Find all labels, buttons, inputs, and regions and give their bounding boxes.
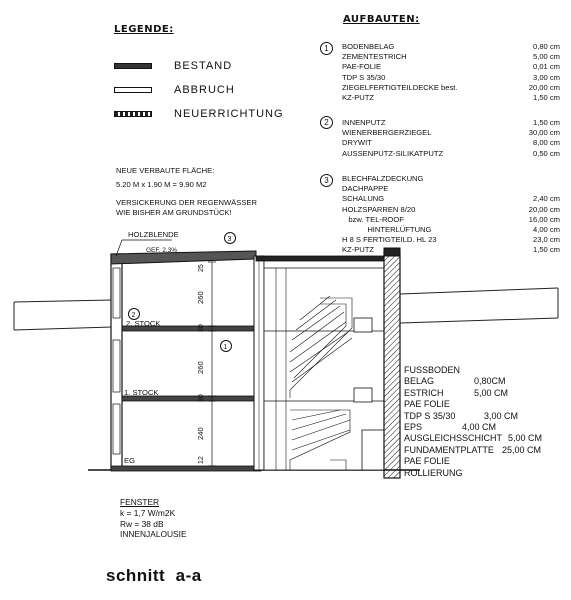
marker-circle-1-num: 1 <box>223 344 228 351</box>
fenster-rw-value: Rw = 38 dB <box>120 518 164 529</box>
layer-row: TDP S 35/30 3,00 cm <box>342 72 560 82</box>
area-note-formula: 5.20 M x 1.90 M = 9.90 M2 <box>116 180 207 189</box>
floor-label-2-stock: 2. STOCK <box>126 319 161 328</box>
fenster-k-value: k = 1,7 W/m2K <box>120 507 176 518</box>
legend-label: NEUERRICHTUNG <box>174 108 284 120</box>
layer-row: DACHPAPPE <box>342 184 389 194</box>
fussboden-row: TDP S 35/30 3,00 CM <box>404 410 519 421</box>
layer-row: bzw. TEL-ROOF 16,00 cm <box>342 214 560 224</box>
dim-slab1: 30 <box>198 394 205 402</box>
fussboden-row: AUSGLEICHSSCHICHT 5,00 CM <box>404 433 543 444</box>
rain-note-line2: WIE BISHER AM GRUNDSTÜCK! <box>116 208 232 217</box>
legend-label: BESTAND <box>174 60 233 72</box>
rain-note-line1: VERSICKERUNG DER REGENWÄSSER <box>116 198 257 207</box>
legend-label: ABBRUCH <box>174 84 235 96</box>
fussboden-row: ESTRICH 5,00 CM <box>404 387 509 398</box>
layer-row: SCHALUNG 2,40 cm <box>342 194 560 204</box>
top-slab-right <box>256 256 384 261</box>
fussboden-block <box>404 365 542 479</box>
dim-h2: 260 <box>196 291 205 304</box>
marker-circle-3-num: 3 <box>227 236 232 243</box>
layer-row: AUSSENPUTZ-SILIKATPUTZ 0,50 cm <box>342 148 560 158</box>
dim-top: 25 <box>198 264 205 272</box>
stair-landing-ground <box>362 430 384 470</box>
floor-label-eg: EG <box>124 456 135 465</box>
fenster-block <box>120 497 187 540</box>
layer-row: KZ-PUTZ 1,50 cm <box>342 93 560 103</box>
left-window-upper <box>113 268 120 318</box>
stair-landing-lower <box>354 388 372 402</box>
holzblende-label: HOLZBLENDE <box>128 230 179 239</box>
aufbau-number-1: 1 <box>320 42 333 55</box>
layer-row: HINTERLÜFTUNG 4,00 cm <box>342 225 560 235</box>
fussboden-row: PAE FOLIE <box>404 399 450 410</box>
dim-base: 12 <box>198 456 205 464</box>
dim-h0: 240 <box>196 427 205 440</box>
layer-row: WIENERBERGERZIEGEL 30,00 cm <box>342 128 560 138</box>
layer-row: BODENBELAG 0,80 cm <box>342 42 560 51</box>
fussboden-row: PAE FOLIE <box>404 456 450 467</box>
dim-slab2: 30 <box>198 324 205 332</box>
aufbau-number-2: 2 <box>320 116 333 129</box>
aufbau-number-3: 3 <box>320 174 333 187</box>
area-note-title: NEUE VERBAUTE FLÄCHE: <box>116 166 215 175</box>
aufbauten-title: AUFBAUTEN: <box>343 14 420 25</box>
fussboden-title: FUSSBODEN <box>404 365 461 375</box>
floor-label-1-stock: 1. STOCK <box>124 388 159 397</box>
drawing-caption: schnitt a-a <box>106 566 202 585</box>
fussboden-row: EPS 4,00 CM <box>404 422 497 433</box>
roof-slope-label: GEF. 2,3% <box>146 247 178 254</box>
roof-slab <box>111 251 256 264</box>
layer-row: PAE-FOLIE 0,01 cm <box>342 62 560 72</box>
slab-eg <box>111 466 261 471</box>
left-window-ground <box>113 404 120 454</box>
fenster-jalousie: INNENJALOUSIE <box>120 529 187 540</box>
fussboden-row: FUNDAMENTPLATTE 25,00 CM <box>404 444 542 455</box>
layer-row: BLECHFALZDECKUNG <box>342 174 424 183</box>
layer-row: DRYWIT 8,00 cm <box>342 138 560 148</box>
right-wall <box>384 252 400 478</box>
layer-row: ZEMENTESTRICH 5,00 cm <box>342 52 560 62</box>
legend-title: LEGENDE: <box>114 24 174 35</box>
layer-row: H 8 S FERTIGTEILD. HL 23 23,0 cm <box>342 235 560 245</box>
fenster-title: FENSTER <box>120 497 160 507</box>
layer-row: INNENPUTZ 1,50 cm <box>342 118 560 127</box>
layer-row: ZIEGELFERTIGTEILDECKE best. 20,00 cm <box>342 82 560 92</box>
dim-h1: 260 <box>196 361 205 374</box>
fussboden-row: ROLLIERUNG <box>404 467 463 478</box>
marker-circle-2-num: 2 <box>131 312 136 319</box>
stair-landing-upper <box>354 318 372 332</box>
layer-row: KZ-PUTZ 1,50 cm <box>342 245 560 255</box>
right-wall-cap <box>384 248 400 256</box>
fussboden-row: BELAG 0,80CM <box>404 376 506 387</box>
left-window-lower <box>113 340 120 392</box>
layer-row: HOLZSPARREN 8/20 20,00 cm <box>342 204 560 214</box>
